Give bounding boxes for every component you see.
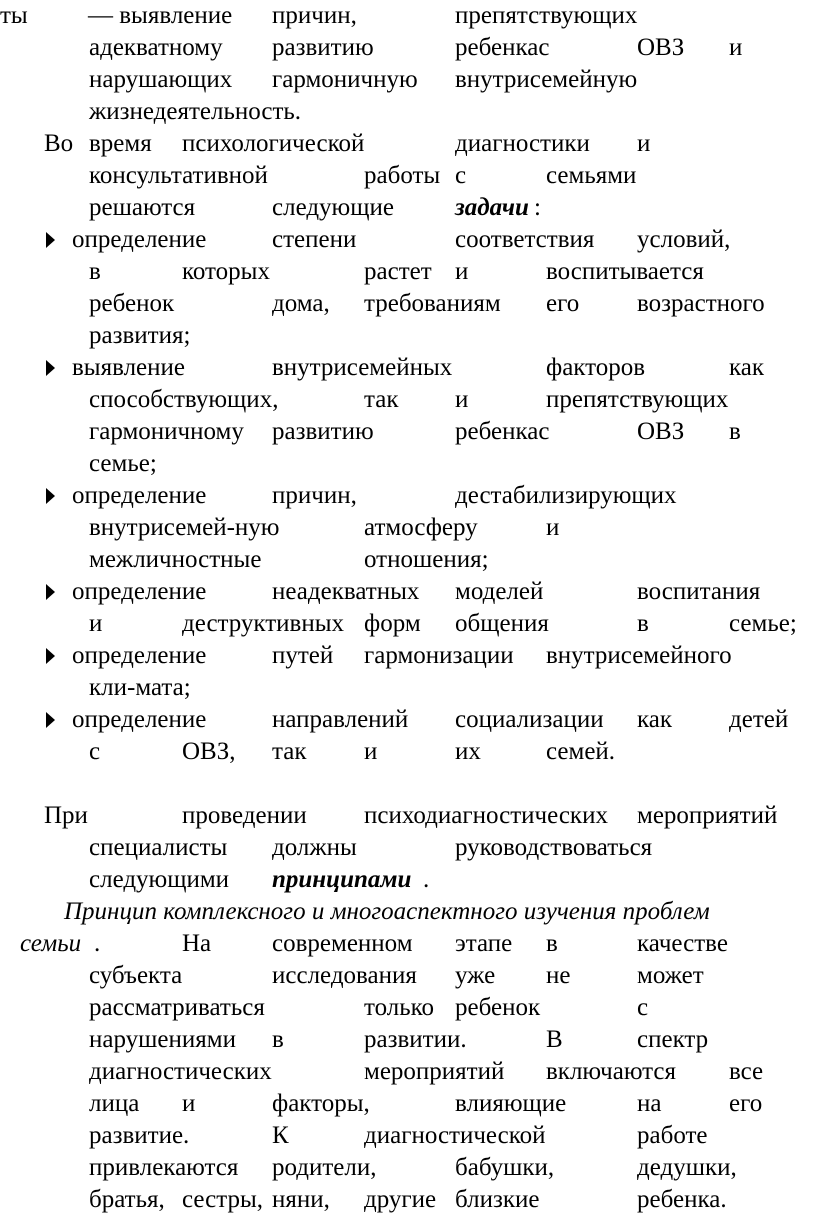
word: ты (0, 2, 28, 29)
word: детей (729, 706, 789, 733)
text-line (0, 288, 816, 320)
word: другие (364, 1186, 437, 1213)
word: препятствующих (455, 2, 638, 29)
text-line (0, 544, 816, 576)
word: и (89, 610, 103, 637)
word: на (637, 1090, 662, 1117)
text-line (0, 896, 816, 928)
word: нарушениями (89, 1026, 236, 1053)
word: консультативной (89, 162, 268, 189)
word: ОВЗ (637, 34, 685, 61)
word: внутрисемейную (455, 66, 638, 93)
text-line (0, 224, 816, 256)
text-line (0, 864, 816, 896)
word: гармонизации (364, 642, 514, 669)
word: внутрисемейного (546, 642, 732, 669)
word: . (94, 930, 101, 957)
text-line (0, 384, 816, 416)
word: определение (72, 706, 207, 733)
word: семье; (89, 450, 157, 477)
word: так (272, 738, 307, 765)
word: диагностики (455, 130, 590, 157)
word: его (729, 1090, 763, 1117)
word: следующие (272, 194, 394, 221)
word: время (89, 130, 152, 157)
word: этапе (455, 930, 513, 957)
word: с (455, 162, 467, 189)
word: лица (89, 1090, 140, 1117)
word: — выявление (88, 2, 233, 29)
word: развитию (272, 418, 374, 445)
word: воспитания (637, 578, 761, 605)
word: работе (637, 1122, 708, 1149)
word: ребенка. (637, 1186, 727, 1213)
word: мероприятий (364, 1058, 505, 1085)
word: соответствия (455, 226, 595, 253)
word: причин, (272, 482, 357, 509)
bullet-arrow-icon (44, 352, 60, 384)
word: семей. (546, 738, 616, 765)
word: внутрисемейных (272, 354, 453, 381)
text-line (0, 928, 816, 960)
bullet-arrow-icon (44, 704, 60, 736)
word: принципами (272, 866, 412, 893)
word: Принцип комплексного и многоаспектного изучения проблем (64, 898, 710, 925)
text-line (0, 608, 816, 640)
text-line (0, 960, 816, 992)
text-line (0, 64, 816, 96)
word: которых (182, 258, 270, 285)
text-line (0, 320, 816, 352)
word: в (89, 258, 101, 285)
word: неадекватных (272, 578, 420, 605)
word: гармоничному (89, 418, 244, 445)
word: и (729, 34, 743, 61)
word: определение (72, 642, 207, 669)
text-line (0, 512, 816, 544)
word: решаются (89, 194, 196, 221)
text-line (0, 1088, 816, 1120)
word: няни, (272, 1186, 330, 1213)
word: развития; (89, 322, 191, 349)
text-line (0, 416, 816, 448)
word: так (364, 386, 399, 413)
word: требованиям (364, 290, 501, 317)
text-line (0, 1184, 816, 1216)
word: развитии. (364, 1026, 467, 1053)
text-line (0, 640, 816, 672)
text-line (0, 160, 816, 192)
text-line (0, 448, 816, 480)
word: нарушающих (89, 66, 233, 93)
bullet-arrow-icon (44, 480, 60, 512)
word: На (182, 930, 212, 957)
word: с (637, 994, 649, 1021)
word: возрастного (637, 290, 765, 317)
word: психологической (182, 130, 365, 157)
word: дедушки, (637, 1154, 737, 1181)
word: руководствоваться (455, 834, 653, 861)
word: ребенок (455, 994, 541, 1021)
word: определение (72, 578, 207, 605)
word: современном (272, 930, 413, 957)
word: и (637, 130, 651, 157)
bullet-arrow-icon (44, 576, 60, 608)
word: в (637, 610, 649, 637)
word: атмосферу (364, 514, 478, 541)
text-line (0, 576, 816, 608)
word: препятствующих (546, 386, 729, 413)
text-line (0, 128, 816, 160)
word: исследования (272, 962, 417, 989)
word: в (546, 930, 558, 957)
word: Во (44, 130, 74, 157)
text-line (0, 192, 816, 224)
word: близкие (455, 1186, 540, 1213)
word: и (455, 258, 469, 285)
text-line (0, 256, 816, 288)
word: семьи (20, 930, 82, 957)
word: : (534, 194, 541, 221)
word: братья, (89, 1186, 165, 1213)
word: форм (364, 610, 421, 637)
text-line (0, 1120, 816, 1152)
word: в (729, 418, 741, 445)
word: отношения; (364, 546, 489, 573)
word: включаются (546, 1058, 676, 1085)
word: диагностической (364, 1122, 546, 1149)
word: ребенкас (455, 418, 550, 445)
bullet-arrow-icon (44, 224, 60, 256)
word: . (423, 866, 430, 893)
word: семьями (546, 162, 637, 189)
word: межличностные (89, 546, 262, 573)
text-line (0, 1024, 816, 1056)
text-line (0, 32, 816, 64)
word: субъекта (89, 962, 183, 989)
word: дестабилизирующих (455, 482, 677, 509)
word: К (272, 1122, 289, 1149)
word: причин, (272, 2, 357, 29)
word: социализации (455, 706, 604, 733)
word: и (182, 1090, 196, 1117)
word: как (637, 706, 673, 733)
text-line (0, 992, 816, 1024)
word: и (364, 738, 378, 765)
word: ОВЗ, (182, 738, 236, 765)
word: развитию (272, 34, 374, 61)
text-line (0, 800, 816, 832)
word: как (729, 354, 765, 381)
text-line (0, 1152, 816, 1184)
text-line (0, 704, 816, 736)
word: степени (272, 226, 357, 253)
text-line (0, 672, 816, 704)
word: его (546, 290, 580, 317)
word: работы (364, 162, 441, 189)
word: диагностических (89, 1058, 272, 1085)
word: определение (72, 482, 207, 509)
word: мероприятий (637, 802, 778, 829)
word: В (546, 1026, 563, 1053)
word: способствующих, (89, 386, 279, 413)
word: с (89, 738, 101, 765)
word: факторы, (272, 1090, 370, 1117)
word: в (272, 1026, 284, 1053)
text-line (0, 352, 816, 384)
word: спектр (637, 1026, 709, 1053)
word: привлекаются (89, 1154, 239, 1181)
word: деструктивных (182, 610, 345, 637)
word: развитие. (89, 1122, 190, 1149)
word: дома, (272, 290, 330, 317)
word: ОВЗ (637, 418, 685, 445)
word: общения (455, 610, 549, 637)
word: гармоничную (272, 66, 418, 93)
word: жизнедеятельность. (89, 98, 302, 125)
word: семье; (729, 610, 797, 637)
word: сестры, (182, 1186, 263, 1213)
word: условий, (637, 226, 731, 253)
word: внутрисемей-ную (89, 514, 280, 541)
word: адекватному (89, 34, 223, 61)
word: должны (272, 834, 357, 861)
word: психодиагностических (364, 802, 608, 829)
word: кли-мата; (89, 674, 191, 701)
text-line (0, 832, 816, 864)
word: ребенок (89, 290, 175, 317)
bullet-arrow-icon (44, 640, 60, 672)
word: При (44, 802, 88, 829)
word: их (455, 738, 481, 765)
word: моделей (455, 578, 544, 605)
word: уже (455, 962, 496, 989)
word: воспитывается (546, 258, 704, 285)
word: и (455, 386, 469, 413)
word: специалисты (89, 834, 228, 861)
text-line (0, 480, 816, 512)
text-line (0, 736, 816, 768)
word: проведении (182, 802, 307, 829)
word: ребенкас (455, 34, 550, 61)
word: только (364, 994, 435, 1021)
word: рассматриваться (89, 994, 265, 1021)
word: может (637, 962, 704, 989)
word: и (546, 514, 560, 541)
word: направлений (272, 706, 409, 733)
word: задачи (455, 194, 529, 221)
word: определение (72, 226, 207, 253)
word: влияющие (455, 1090, 567, 1117)
text-line (0, 96, 816, 128)
word: путей (272, 642, 334, 669)
word: все (729, 1058, 764, 1085)
word: факторов (546, 354, 646, 381)
word: не (546, 962, 571, 989)
text-line (0, 1056, 816, 1088)
word: родители, (272, 1154, 377, 1181)
word: выявление (72, 354, 186, 381)
text-line (0, 0, 816, 32)
word: растет (364, 258, 432, 285)
word: бабушки, (455, 1154, 555, 1181)
word: качестве (637, 930, 728, 957)
word: следующими (89, 866, 230, 893)
